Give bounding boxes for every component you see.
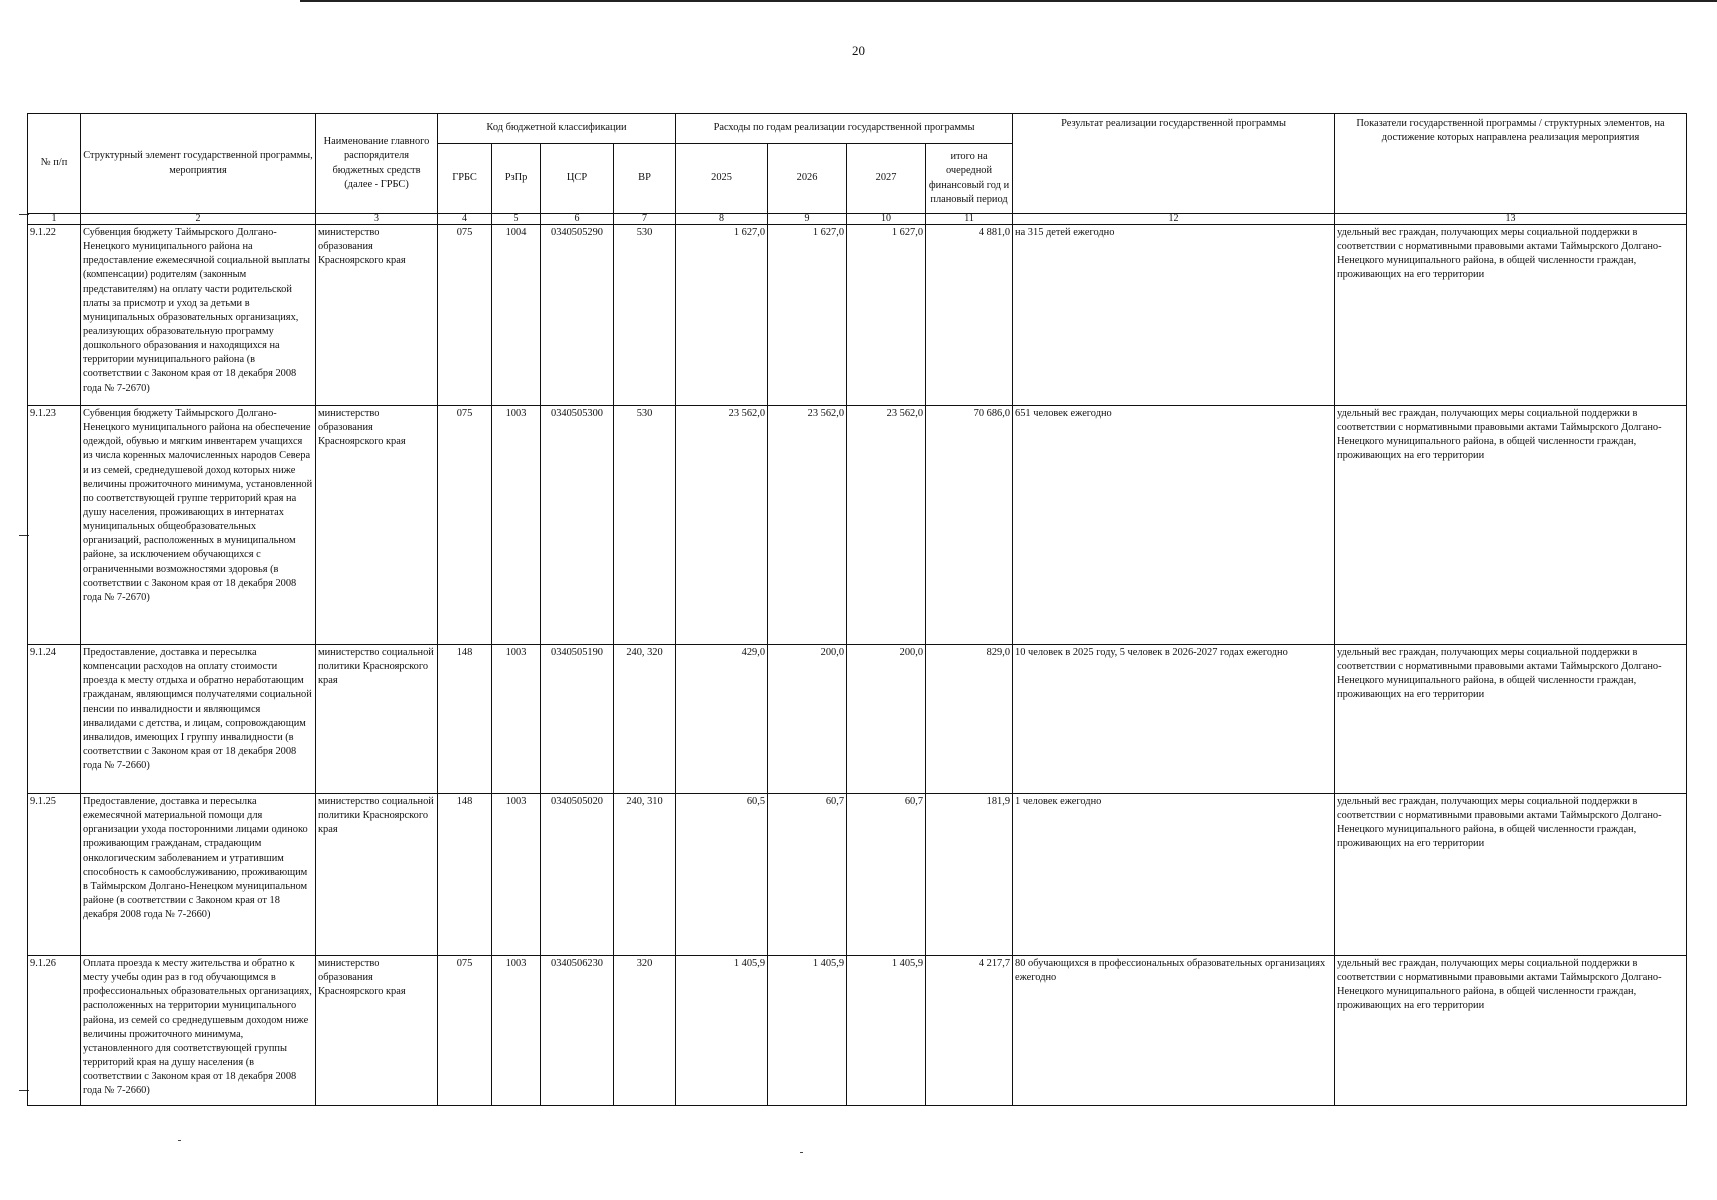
scan-speck [178, 1140, 181, 1141]
row-rzpr: 1003 [492, 794, 541, 956]
column-number-row [28, 214, 1687, 225]
row-rzpr: 1003 [492, 406, 541, 645]
row-result: 10 человек в 2025 году, 5 человек в 2026-2027 годах ежегодно [1013, 645, 1335, 794]
row-number: 9.1.24 [28, 645, 81, 794]
row-total: 829,0 [926, 645, 1013, 794]
row-vr: 530 [614, 225, 676, 406]
row-grbs: 148 [438, 645, 492, 794]
row-admin: министерство образования Красноярского края [316, 406, 438, 645]
table-row [28, 645, 1687, 794]
row-2026: 23 562,0 [768, 406, 847, 645]
row-result: 80 обучающихся в профессиональных образовательных организациях ежегодно [1013, 956, 1335, 1106]
row-admin: министерство образования Красноярского края [316, 225, 438, 406]
row-csr: 0340505290 [541, 225, 614, 406]
table-row [28, 406, 1687, 645]
row-result: 651 человек ежегодно [1013, 406, 1335, 645]
header-expenses: Расходы по годам реализации государственной программы [676, 114, 1013, 144]
row-admin: министерство образования Красноярского края [316, 956, 438, 1106]
row-vr: 240, 320 [614, 645, 676, 794]
row-result: 1 человек ежегодно [1013, 794, 1335, 956]
row-2027: 1 627,0 [847, 225, 926, 406]
column-number: 13 [1335, 214, 1687, 225]
column-number: 9 [768, 214, 847, 225]
column-number: 4 [438, 214, 492, 225]
table-row [28, 225, 1687, 406]
row-2026: 1 405,9 [768, 956, 847, 1106]
column-number: 11 [926, 214, 1013, 225]
row-total: 4 881,0 [926, 225, 1013, 406]
row-2025: 429,0 [676, 645, 768, 794]
row-2025: 23 562,0 [676, 406, 768, 645]
row-2027: 60,7 [847, 794, 926, 956]
row-2025: 1 405,9 [676, 956, 768, 1106]
row-vr: 320 [614, 956, 676, 1106]
row-grbs: 075 [438, 956, 492, 1106]
row-vr: 530 [614, 406, 676, 645]
row-number: 9.1.26 [28, 956, 81, 1106]
row-rzpr: 1004 [492, 225, 541, 406]
column-number: 6 [541, 214, 614, 225]
scan-speck [800, 1152, 803, 1153]
header-csr: ЦСР [541, 144, 614, 214]
page-number: 20 [852, 43, 865, 58]
row-indicator: удельный вес граждан, получающих меры социальной поддержки в соответствии с нормативными правовыми актами Таймырского Долгано-Ненецкого муниципального района, в общей численности граждан, проживающих на его территории [1335, 956, 1687, 1106]
row-element: Субвенция бюджету Таймырского Долгано-Ненецкого муниципального района на предоставление ежемесячной социальной выплаты (компенсации) родителям (законным представителям) на оплату части родительской платы за присмотр и уход за детьми в муниципальных образовательных организациях, реализующих образовательную программу дошкольного образования и находящихся на территории муниципального района (в соответствии с Законом края от 18 декабря 2008 года № 7-2670) [81, 225, 316, 406]
header-2025: 2025 [676, 144, 768, 214]
header-2026: 2026 [768, 144, 847, 214]
row-element: Предоставление, доставка и пересылка ежемесячной материальной помощи для организации ухода посторонними лицами одиноко проживающим гражданам, страдающим онкологическим заболеванием и утратившим способность к самообслуживанию, проживающим в Таймырском Долгано-Ненецком муниципальном районе (в соответствии с Законом края от 18 декабря 2008 года № 7-2660) [81, 794, 316, 956]
row-element: Оплата проезда к месту жительства и обратно к месту учебы один раз в год обучающимся в профессиональных образовательных организациях, расположенных на территории муниципального района, из семей со среднедушевым доходом ниже величины прожиточного минимума, установленного для соответствующей группы территорий края на душу населения (в соответствии с Законом края от 18 декабря 2008 года № 7-2660) [81, 956, 316, 1106]
row-2027: 1 405,9 [847, 956, 926, 1106]
program-table [27, 113, 1687, 1106]
header-grbs: ГРБС [438, 144, 492, 214]
row-total: 181,9 [926, 794, 1013, 956]
row-element: Предоставление, доставка и пересылка компенсации расходов на оплату стоимости проезда к месту отдыха и обратно неработающим гражданам, являющимся получателями социальной пенсии по инвалидности и являющимся инвалидами с детства, и лицам, сопровождающим инвалидов, имеющих I группу инвалидности (в соответствии с Законом края от 18 декабря 2008 года № 7-2660) [81, 645, 316, 794]
row-vr: 240, 310 [614, 794, 676, 956]
column-number: 3 [316, 214, 438, 225]
row-2027: 23 562,0 [847, 406, 926, 645]
header-2027: 2027 [847, 144, 926, 214]
column-number: 12 [1013, 214, 1335, 225]
row-grbs: 075 [438, 225, 492, 406]
column-number: 5 [492, 214, 541, 225]
header-num: № п/п [28, 114, 81, 214]
row-total: 70 686,0 [926, 406, 1013, 645]
header-admin: Наименование главного распорядителя бюджетных средств (далее - ГРБС) [316, 114, 438, 214]
header-indicators: Показатели государственной программы / структурных элементов, на достижение которых направлена реализация мероприятия [1335, 114, 1687, 214]
header-element: Структурный элемент государственной программы, мероприятия [81, 114, 316, 214]
row-2025: 1 627,0 [676, 225, 768, 406]
row-grbs: 075 [438, 406, 492, 645]
table-row [28, 794, 1687, 956]
header-rzpr: РзПр [492, 144, 541, 214]
row-2025: 60,5 [676, 794, 768, 956]
header-total: итого на очередной финансовый год и плановый период [926, 144, 1013, 214]
row-number: 9.1.25 [28, 794, 81, 956]
row-2026: 60,7 [768, 794, 847, 956]
scan-top-border [300, 0, 1717, 2]
table-row [28, 956, 1687, 1106]
header-vr: ВР [614, 144, 676, 214]
header-budget-code: Код бюджетной классификации [438, 114, 676, 144]
row-csr: 0340505300 [541, 406, 614, 645]
row-csr: 0340506230 [541, 956, 614, 1106]
row-total: 4 217,7 [926, 956, 1013, 1106]
row-admin: министерство социальной политики Красноярского края [316, 794, 438, 956]
column-number: 7 [614, 214, 676, 225]
column-number: 8 [676, 214, 768, 225]
row-2027: 200,0 [847, 645, 926, 794]
row-indicator: удельный вес граждан, получающих меры социальной поддержки в соответствии с нормативными правовыми актами Таймырского Долгано-Ненецкого муниципального района, в общей численности граждан, проживающих на его территории [1335, 406, 1687, 645]
row-2026: 1 627,0 [768, 225, 847, 406]
column-number: 2 [81, 214, 316, 225]
row-grbs: 148 [438, 794, 492, 956]
row-indicator: удельный вес граждан, получающих меры социальной поддержки в соответствии с нормативными правовыми актами Таймырского Долгано-Ненецкого муниципального района, в общей численности граждан, проживающих на его территории [1335, 794, 1687, 956]
row-result: на 315 детей ежегодно [1013, 225, 1335, 406]
row-number: 9.1.22 [28, 225, 81, 406]
row-admin: министерство социальной политики Красноярского края [316, 645, 438, 794]
row-element: Субвенция бюджету Таймырского Долгано-Ненецкого муниципального района на обеспечение одеждой, обувью и мягким инвентарем учащихся из числа коренных малочисленных народов Севера и из семей, среднедушевой доход которых ниже величины прожиточного минимума, установленной по соответствующей группе территорий края на душу населения, проживающих в интернатах муниципальных общеобразовательных организаций, расположенных в муниципальном районе, за исключением обучающихся с ограниченными возможностями здоровья (в соответствии с Законом края от 18 декабря 2008 года № 7-2670) [81, 406, 316, 645]
header-result: Результат реализации государственной программы [1013, 114, 1335, 214]
row-indicator: удельный вес граждан, получающих меры социальной поддержки в соответствии с нормативными правовыми актами Таймырского Долгано-Ненецкого муниципального района, в общей численности граждан, проживающих на его территории [1335, 645, 1687, 794]
row-csr: 0340505190 [541, 645, 614, 794]
column-number: 10 [847, 214, 926, 225]
column-number: 1 [28, 214, 81, 225]
row-2026: 200,0 [768, 645, 847, 794]
row-rzpr: 1003 [492, 645, 541, 794]
row-number: 9.1.23 [28, 406, 81, 645]
row-indicator: удельный вес граждан, получающих меры социальной поддержки в соответствии с нормативными правовыми актами Таймырского Долгано-Ненецкого муниципального района, в общей численности граждан, проживающих на его территории [1335, 225, 1687, 406]
row-rzpr: 1003 [492, 956, 541, 1106]
row-csr: 0340505020 [541, 794, 614, 956]
